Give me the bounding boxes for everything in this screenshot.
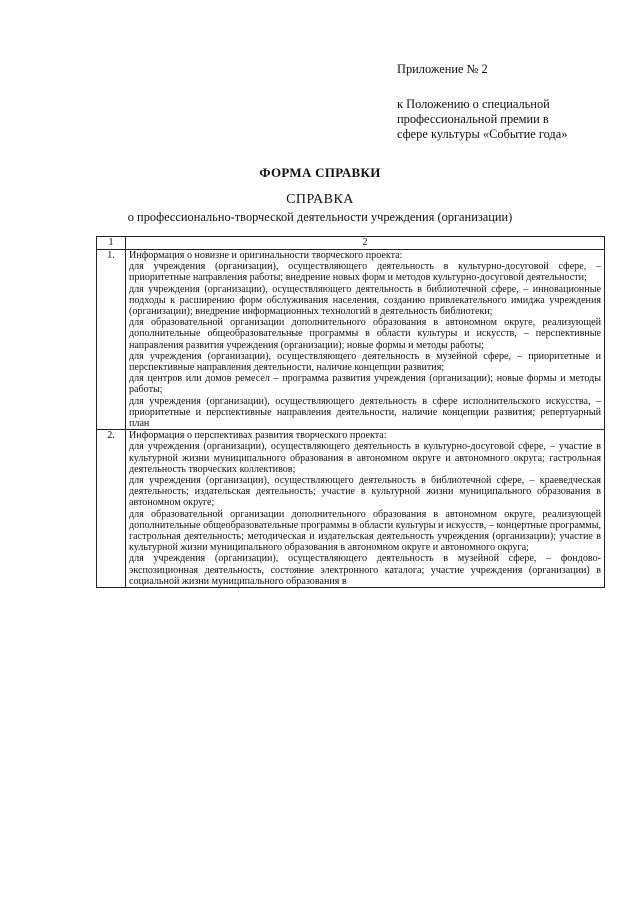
row-number: 2. [97,430,126,588]
section-paragraph: для учреждения (организации), осуществляющего деятельность в сфере исполнительского искусства, – приоритетные и перспективные направления деятельности, наличие концепции развития; репертуарный план [129,395,601,430]
appendix-line: профессиональной премии в [397,112,549,126]
column-header-number: 1 [97,237,126,250]
document-title: СПРАВКА [286,192,354,207]
row-number: 1. [97,250,126,430]
appendix-block [397,62,627,142]
section-paragraph: для учреждения (организации), осуществляющего деятельность в библиотечной сфере, – инновационные подходы к расширению форм обслуживания населения, созданию привлекательного имиджа учреждения (организации); внедрение информационных технологий в деятельность библиотеки; [129,283,601,318]
section-heading: Информация о новизне и оригинальности творческого проекта: [129,250,403,261]
section-heading: Информация о перспективах развития творческого проекта: [129,430,387,442]
row-content [126,430,605,588]
row-content [126,250,605,430]
section-paragraph: для образовательной организации дополнительного образования в автономном округе, реализующей дополнительные общеобразовательные программы в области культуры и искусств, – концертные программы, гастрольная деятельность; методическая и издательская деятельность учреждения (организации); участие в культурной жизни муниципального образования в автономном округе и автономного округа; [129,508,601,554]
table-row [97,250,605,430]
section-paragraph: для учреждения (организации), осуществляющего деятельность в библиотечной сфере, – краеведческая деятельность; издательская деятельность; участие в культурной жизни муниципального образования в автономном округе; [129,475,601,509]
table-header-row [97,237,605,250]
section-paragraph: для учреждения (организации), осуществляющего деятельность в музейной сфере, – фондово-экспозиционная деятельность, состояние электронного каталога; участие учреждения (организации) в социальной жизни муниципального образования в [129,553,601,587]
section-paragraph: для учреждения (организации), осуществляющего деятельность в культурно-досуговой сфере, – приоритетные направления работы; внедрение новых форм и методов культурно-досуговой деятельности; [129,261,601,284]
section-paragraph: для учреждения (организации), осуществляющего деятельность в музейной сфере, – приоритетные и перспективные направления деятельности, наличие концепции развития; [129,350,601,374]
section-paragraph: для образовательной организации дополнительного образования в автономном округе, реализующей дополнительные общеобразовательные программы в области культуры и искусств, – перспективные направления развития учреждения (организации); новые формы и методы работы; [129,317,601,351]
section-paragraph: для учреждения (организации), осуществляющего деятельность в культурно-досуговой сфере, – участие в культурной жизни муниципального образования в автономном округе и автономного округа; гастрольная деятельность творческих коллективов; [129,441,601,475]
appendix-line: к Положению о специальной [397,97,550,111]
report-form-table [96,236,605,588]
document-subtitle: о профессионально-творческой деятельности учреждения (организации) [127,210,513,224]
table-row [97,430,605,588]
column-header-content: 2 [126,237,605,250]
section-paragraph: для центров или домов ремесел – программа развития учреждения (организации); новые формы и методы работы; [129,373,601,396]
form-title: ФОРМА СПРАВКИ [259,165,381,180]
appendix-number: Приложение № 2 [397,62,488,76]
appendix-line: сфере культуры «Событие года» [397,127,568,141]
